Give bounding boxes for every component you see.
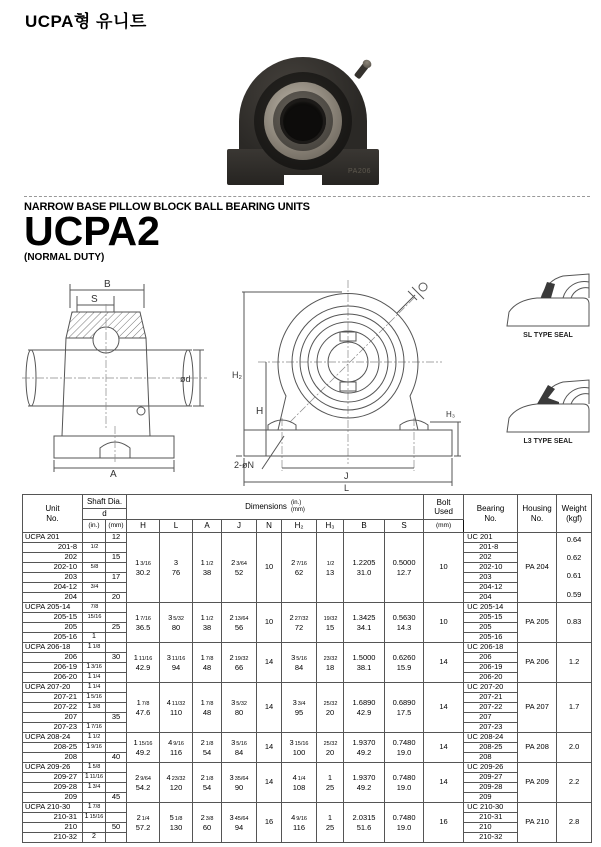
- dim-S-cell: 0.6260 15.9: [385, 643, 424, 683]
- dim-J-cell: 219/32 66: [222, 643, 257, 683]
- col-bolt-mm: (mm): [424, 520, 464, 533]
- bearing-no-cell: 209-27: [464, 773, 518, 783]
- bearing-no-cell: 201-8: [464, 543, 518, 553]
- bearing-no-cell: 206-19: [464, 663, 518, 673]
- bolt-used-cell: 14: [424, 733, 464, 763]
- dim-S-cell: 0.5000 12.7: [385, 533, 424, 603]
- col-L: L: [160, 520, 193, 533]
- weight-cell: 1.2: [557, 643, 592, 683]
- dim-label-H3: H₃: [446, 410, 456, 419]
- shaft-in-cell: 3/4: [83, 583, 106, 593]
- dim-S-cell: 0.6890 17.5: [385, 683, 424, 733]
- seal-l3-figure: [498, 378, 598, 445]
- dim-A-cell: 23/8 60: [193, 803, 222, 843]
- bearing-no-cell: 210-31: [464, 813, 518, 823]
- shaft-in-cell: 13/4: [83, 783, 106, 793]
- bearing-no-cell: UC 208-24: [464, 733, 518, 743]
- shaft-mm-cell: [106, 673, 127, 683]
- dim-J-cell: 23/64 52: [222, 533, 257, 603]
- table-row: [23, 803, 592, 813]
- dim-H-cell: 13/16 30.2: [127, 533, 160, 603]
- unit-no-cell: 201-8: [23, 543, 83, 553]
- col-shaft-dia: Shaft Dia.: [83, 495, 127, 509]
- bearing-no-cell: 207: [464, 713, 518, 723]
- front-view-drawing: [232, 278, 464, 492]
- bearing-no-cell: 209-28: [464, 783, 518, 793]
- shaft-mm-cell: [106, 763, 127, 773]
- table-row: [23, 683, 592, 693]
- spec-table-body: [23, 533, 592, 843]
- col-H: H: [127, 520, 160, 533]
- dim-label-L: L: [344, 483, 350, 492]
- shaft-in-cell: 17/16: [83, 723, 106, 733]
- bolt-used-cell: 10: [424, 533, 464, 603]
- housing-no-cell: PA 210: [518, 803, 557, 843]
- dim-L-cell: 423/32 120: [160, 763, 193, 803]
- unit-no-cell: 208: [23, 753, 83, 763]
- shaft-in-cell: 11/4: [83, 673, 106, 683]
- bearing-no-cell: 205: [464, 623, 518, 633]
- shaft-in-cell: 15/16: [83, 693, 106, 703]
- unit-no-cell: UCPA 205-14: [23, 603, 83, 613]
- shaft-in-cell: 1/2: [83, 543, 106, 553]
- shaft-mm-cell: [106, 783, 127, 793]
- col-H3: H₃: [317, 520, 344, 533]
- duty-label: (NORMAL DUTY): [24, 251, 105, 263]
- bearing-no-cell: 203: [464, 573, 518, 583]
- shaft-in-cell: [83, 753, 106, 763]
- shaft-mm-cell: 50: [106, 823, 127, 833]
- shaft-in-cell: 17/8: [83, 803, 106, 813]
- bearing-no-cell: 208-25: [464, 743, 518, 753]
- unit-no-cell: 207-22: [23, 703, 83, 713]
- shaft-in-cell: [83, 653, 106, 663]
- table-row: [23, 603, 592, 613]
- table-row: [23, 733, 592, 743]
- dashed-divider: [24, 196, 590, 197]
- l3-seal-lip: [537, 385, 559, 404]
- section-header: [24, 201, 310, 263]
- dim-J-cell: 345/64 94: [222, 803, 257, 843]
- dim-H3-cell: 23/32 18: [317, 643, 344, 683]
- dim-L-cell: 411/32 110: [160, 683, 193, 733]
- shaft-mm-cell: [106, 703, 127, 713]
- shaft-mm-cell: 25: [106, 623, 127, 633]
- dim-N-cell: 10: [257, 603, 282, 643]
- dim-H3-cell: 1/2 13: [317, 533, 344, 603]
- dim-B-cell: 1.6890 42.9: [344, 683, 385, 733]
- dim-J-cell: 213/64 56: [222, 603, 257, 643]
- table-row: [23, 763, 592, 773]
- shaft-mm-cell: 35: [106, 713, 127, 723]
- dim-label-H2: H₂: [232, 370, 242, 380]
- dim-H2-cell: 35/16 84: [282, 643, 317, 683]
- unit-no-cell: 207-21: [23, 693, 83, 703]
- spec-table-head: [23, 495, 592, 533]
- dim-H3-cell: 19/32 15: [317, 603, 344, 643]
- bearing-no-cell: 202-10: [464, 563, 518, 573]
- dim-B-cell: 1.9370 49.2: [344, 763, 385, 803]
- dim-B-cell: 2.0315 51.6: [344, 803, 385, 843]
- unit-no-cell: 208-25: [23, 743, 83, 753]
- shaft-mm-cell: [106, 733, 127, 743]
- dim-label-J: J: [344, 471, 349, 481]
- dim-A-cell: 11/2 38: [193, 533, 222, 603]
- bearing-no-cell: UC 209-26: [464, 763, 518, 773]
- bearing-no-cell: 209: [464, 793, 518, 803]
- sl-seal-lip: [541, 282, 555, 298]
- unit-no-cell: 206: [23, 653, 83, 663]
- dim-L-cell: 3 76: [160, 533, 193, 603]
- col-bolt-used: Bolt Used: [424, 495, 464, 520]
- dim-A-cell: 17/8 48: [193, 683, 222, 733]
- shaft-in-cell: 19/16: [83, 743, 106, 753]
- dim-H2-cell: 49/16 116: [282, 803, 317, 843]
- shaft-mm-cell: 20: [106, 593, 127, 603]
- unit-no-cell: 209: [23, 793, 83, 803]
- side-view-drawing: [22, 278, 212, 478]
- shaft-mm-cell: [106, 723, 127, 733]
- shaft-in-cell: [83, 823, 106, 833]
- dim-H-cell: 111/16 42.9: [127, 643, 160, 683]
- shaft-mm-cell: [106, 743, 127, 753]
- shaft-in-cell: 11/2: [83, 733, 106, 743]
- shaft-in-cell: [83, 573, 106, 583]
- unit-no-cell: 206-19: [23, 663, 83, 673]
- bearing-no-cell: 204-12: [464, 583, 518, 593]
- col-dimensions: Dimensions (in.) (mm): [127, 495, 424, 520]
- unit-no-cell: 203: [23, 573, 83, 583]
- dim-label-H: H: [256, 406, 264, 417]
- shaft-mm-cell: [106, 803, 127, 813]
- bearing-no-cell: 205-16: [464, 633, 518, 643]
- housing-no-cell: PA 208: [518, 733, 557, 763]
- shaft-in-cell: 13/16: [83, 663, 106, 673]
- dim-J-cell: 35/16 84: [222, 733, 257, 763]
- unit-no-cell: 210-31: [23, 813, 83, 823]
- dim-H2-cell: 315/16 100: [282, 733, 317, 763]
- shaft-in-cell: 13/8: [83, 703, 106, 713]
- dim-S-cell: 0.5630 14.3: [385, 603, 424, 643]
- dim-H3-cell: 25/32 20: [317, 683, 344, 733]
- housing-no-cell: PA 206: [518, 643, 557, 683]
- shaft-in-cell: 5/8: [83, 563, 106, 573]
- unit-no-cell: 204-12: [23, 583, 83, 593]
- dim-J-cell: 335/64 90: [222, 763, 257, 803]
- shaft-in-cell: [83, 793, 106, 803]
- series-title: UCPA2: [24, 208, 160, 254]
- dim-label-d: ød: [180, 374, 191, 384]
- shaft-mm-cell: [106, 543, 127, 553]
- bearing-no-cell: UC 206-18: [464, 643, 518, 653]
- bearing-no-cell: UC 210-30: [464, 803, 518, 813]
- bolt-used-cell: 10: [424, 603, 464, 643]
- dim-label-S: S: [91, 294, 98, 305]
- product-photo: [227, 57, 379, 193]
- page-title: UCPA형 유니트: [25, 12, 147, 31]
- shaft-mm-cell: 12: [106, 533, 127, 543]
- shaft-in-cell: [83, 593, 106, 603]
- shaft-in-cell: [83, 713, 106, 723]
- shaft-in-cell: 1: [83, 633, 106, 643]
- shaft-in-cell: 15/8: [83, 763, 106, 773]
- shaft-in-cell: 11/4: [83, 683, 106, 693]
- unit-no-cell: 209-27: [23, 773, 83, 783]
- section-subtitle: NARROW BASE PILLOW BLOCK BALL BEARING UNITS: [24, 201, 310, 213]
- weight-cell: 0.64 0.62 0.61 0.59: [557, 533, 592, 603]
- dim-label-A: A: [110, 469, 117, 478]
- shaft-mm-cell: 45: [106, 793, 127, 803]
- shaft-mm-cell: [106, 663, 127, 673]
- dim-B-cell: 1.3425 34.1: [344, 603, 385, 643]
- dim-H3-cell: 25/32 20: [317, 733, 344, 763]
- unit-no-cell: 206-20: [23, 673, 83, 683]
- unit-no-cell: UCPA 206-18: [23, 643, 83, 653]
- bearing-no-cell: 206-20: [464, 673, 518, 683]
- bearing-no-cell: 207-21: [464, 693, 518, 703]
- seal-l3-caption: L3 TYPE SEAL: [523, 438, 573, 445]
- col-N: N: [257, 520, 282, 533]
- dim-H-cell: 17/16 36.5: [127, 603, 160, 643]
- unit-no-cell: UCPA 209-26: [23, 763, 83, 773]
- col-bearing-no: Bearing No.: [464, 495, 518, 533]
- dim-H2-cell: 33/4 95: [282, 683, 317, 733]
- unit-no-cell: 205-15: [23, 613, 83, 623]
- unit-no-cell: 205: [23, 623, 83, 633]
- shaft-in-cell: 11/8: [83, 643, 106, 653]
- shaft-mm-cell: 17: [106, 573, 127, 583]
- dim-H-cell: 115/16 49.2: [127, 733, 160, 763]
- shaft-in-cell: [83, 533, 106, 543]
- unit-no-cell: UCPA 201: [23, 533, 83, 543]
- unit-no-cell: UCPA 207-20: [23, 683, 83, 693]
- dim-N-cell: 14: [257, 683, 282, 733]
- shaft-mm-cell: [106, 813, 127, 823]
- bearing-no-cell: 208: [464, 753, 518, 763]
- shaft-in-cell: [83, 553, 106, 563]
- table-row: [23, 643, 592, 653]
- unit-no-cell: 202-10: [23, 563, 83, 573]
- seal-sl-figure: [498, 272, 598, 339]
- grease-fitting: [354, 63, 369, 80]
- col-housing-no: Housing No.: [518, 495, 557, 533]
- dim-H-cell: 17/8 47.6: [127, 683, 160, 733]
- shaft-mm-cell: [106, 613, 127, 623]
- embossed-label: PA206: [348, 168, 371, 175]
- col-unit-no: Unit No.: [23, 495, 83, 533]
- dim-S-cell: 0.7480 19.0: [385, 733, 424, 763]
- dim-A-cell: 21/8 54: [193, 763, 222, 803]
- bearing-no-cell: 204: [464, 593, 518, 603]
- shaft-mm-cell: [106, 693, 127, 703]
- weight-cell: 2.8: [557, 803, 592, 843]
- shaft-mm-cell: 15: [106, 553, 127, 563]
- shaft-in-cell: 111/16: [83, 773, 106, 783]
- col-d: d: [83, 509, 127, 520]
- dim-N-cell: 14: [257, 733, 282, 763]
- dim-H2-cell: 41/4 108: [282, 763, 317, 803]
- bolt-used-cell: 14: [424, 763, 464, 803]
- dim-B-cell: 1.2205 31.0: [344, 533, 385, 603]
- unit-no-cell: 210: [23, 823, 83, 833]
- dim-A-cell: 17/8 48: [193, 643, 222, 683]
- shaft-in-cell: 15/16: [83, 613, 106, 623]
- col-A: A: [193, 520, 222, 533]
- shaft-mm-cell: [106, 563, 127, 573]
- bearing-no-cell: UC 205-14: [464, 603, 518, 613]
- shaft-in-cell: 7/8: [83, 603, 106, 613]
- unit-no-cell: UCPA 210-30: [23, 803, 83, 813]
- dim-B-cell: 1.5000 38.1: [344, 643, 385, 683]
- col-B: B: [344, 520, 385, 533]
- housing-no-cell: PA 209: [518, 763, 557, 803]
- dim-H2-cell: 27/16 62: [282, 533, 317, 603]
- weight-cell: 2.2: [557, 763, 592, 803]
- dim-N-cell: 10: [257, 533, 282, 603]
- weight-cell: 0.83: [557, 603, 592, 643]
- bearing-no-cell: 210: [464, 823, 518, 833]
- bearing-no-cell: 205-15: [464, 613, 518, 623]
- dim-A-cell: 21/8 54: [193, 733, 222, 763]
- shaft-mm-cell: 40: [106, 753, 127, 763]
- shaft-in-cell: 115/16: [83, 813, 106, 823]
- bolt-used-cell: 14: [424, 643, 464, 683]
- bolt-used-cell: 14: [424, 683, 464, 733]
- col-shaft-in: (in.): [83, 520, 106, 533]
- dim-H2-cell: 227/32 72: [282, 603, 317, 643]
- dim-N-cell: 14: [257, 643, 282, 683]
- housing-no-cell: PA 204: [518, 533, 557, 603]
- technical-drawings: [0, 266, 601, 494]
- seal-sl-caption: SL TYPE SEAL: [523, 332, 573, 339]
- dim-S-cell: 0.7480 19.0: [385, 763, 424, 803]
- col-shaft-mm: (mm): [106, 520, 127, 533]
- unit-no-cell: 205-16: [23, 633, 83, 643]
- dim-label-2N: 2-øN: [234, 460, 254, 470]
- unit-no-cell: 204: [23, 593, 83, 603]
- shaft-in-cell: [83, 623, 106, 633]
- base-notch: [284, 175, 322, 185]
- shaft-mm-cell: [106, 683, 127, 693]
- bearing-no-cell: UC 207-20: [464, 683, 518, 693]
- dim-L-cell: 35/32 80: [160, 603, 193, 643]
- bearing-no-cell: 207-22: [464, 703, 518, 713]
- spec-table: [22, 494, 592, 843]
- shaft-mm-cell: [106, 633, 127, 643]
- col-S: S: [385, 520, 424, 533]
- dim-L-cell: 51/8 130: [160, 803, 193, 843]
- shaft-mm-cell: [106, 833, 127, 843]
- dim-H3-cell: 1 25: [317, 803, 344, 843]
- dim-S-cell: 0.7480 19.0: [385, 803, 424, 843]
- shaft-mm-cell: [106, 773, 127, 783]
- col-J: J: [222, 520, 257, 533]
- housing-no-cell: PA 207: [518, 683, 557, 733]
- dim-H-cell: 21/4 57.2: [127, 803, 160, 843]
- unit-no-cell: 207-23: [23, 723, 83, 733]
- dim-N-cell: 14: [257, 763, 282, 803]
- shaft-mm-cell: [106, 583, 127, 593]
- dim-label-B: B: [104, 279, 111, 290]
- bearing-no-cell: 207-23: [464, 723, 518, 733]
- unit-no-cell: UCPA 208-24: [23, 733, 83, 743]
- col-H2: H₂: [282, 520, 317, 533]
- shaft-mm-cell: [106, 643, 127, 653]
- shaft-mm-cell: 30: [106, 653, 127, 663]
- table-row: [23, 533, 592, 543]
- weight-cell: 2.0: [557, 733, 592, 763]
- dim-L-cell: 311/16 94: [160, 643, 193, 683]
- dim-H-cell: 29/64 54.2: [127, 763, 160, 803]
- dim-J-cell: 35/32 80: [222, 683, 257, 733]
- dim-N-cell: 16: [257, 803, 282, 843]
- bearing-no-cell: 210-32: [464, 833, 518, 843]
- unit-no-cell: 210-32: [23, 833, 83, 843]
- dim-A-cell: 11/2 38: [193, 603, 222, 643]
- bearing-no-cell: 206: [464, 653, 518, 663]
- bolt-used-cell: 16: [424, 803, 464, 843]
- weight-cell: 1.7: [557, 683, 592, 733]
- bearing-no-cell: UC 201: [464, 533, 518, 543]
- dim-B-cell: 1.9370 49.2: [344, 733, 385, 763]
- dim-H3-cell: 1 25: [317, 763, 344, 803]
- unit-no-cell: 209-28: [23, 783, 83, 793]
- unit-no-cell: 207: [23, 713, 83, 723]
- bearing-no-cell: 202: [464, 553, 518, 563]
- housing-no-cell: PA 205: [518, 603, 557, 643]
- bearing-bore: [280, 98, 326, 144]
- col-weight: Weight (kgf): [557, 495, 592, 533]
- shaft-in-cell: 2: [83, 833, 106, 843]
- shaft-mm-cell: [106, 603, 127, 613]
- dim-L-cell: 49/16 116: [160, 733, 193, 763]
- unit-no-cell: 202: [23, 553, 83, 563]
